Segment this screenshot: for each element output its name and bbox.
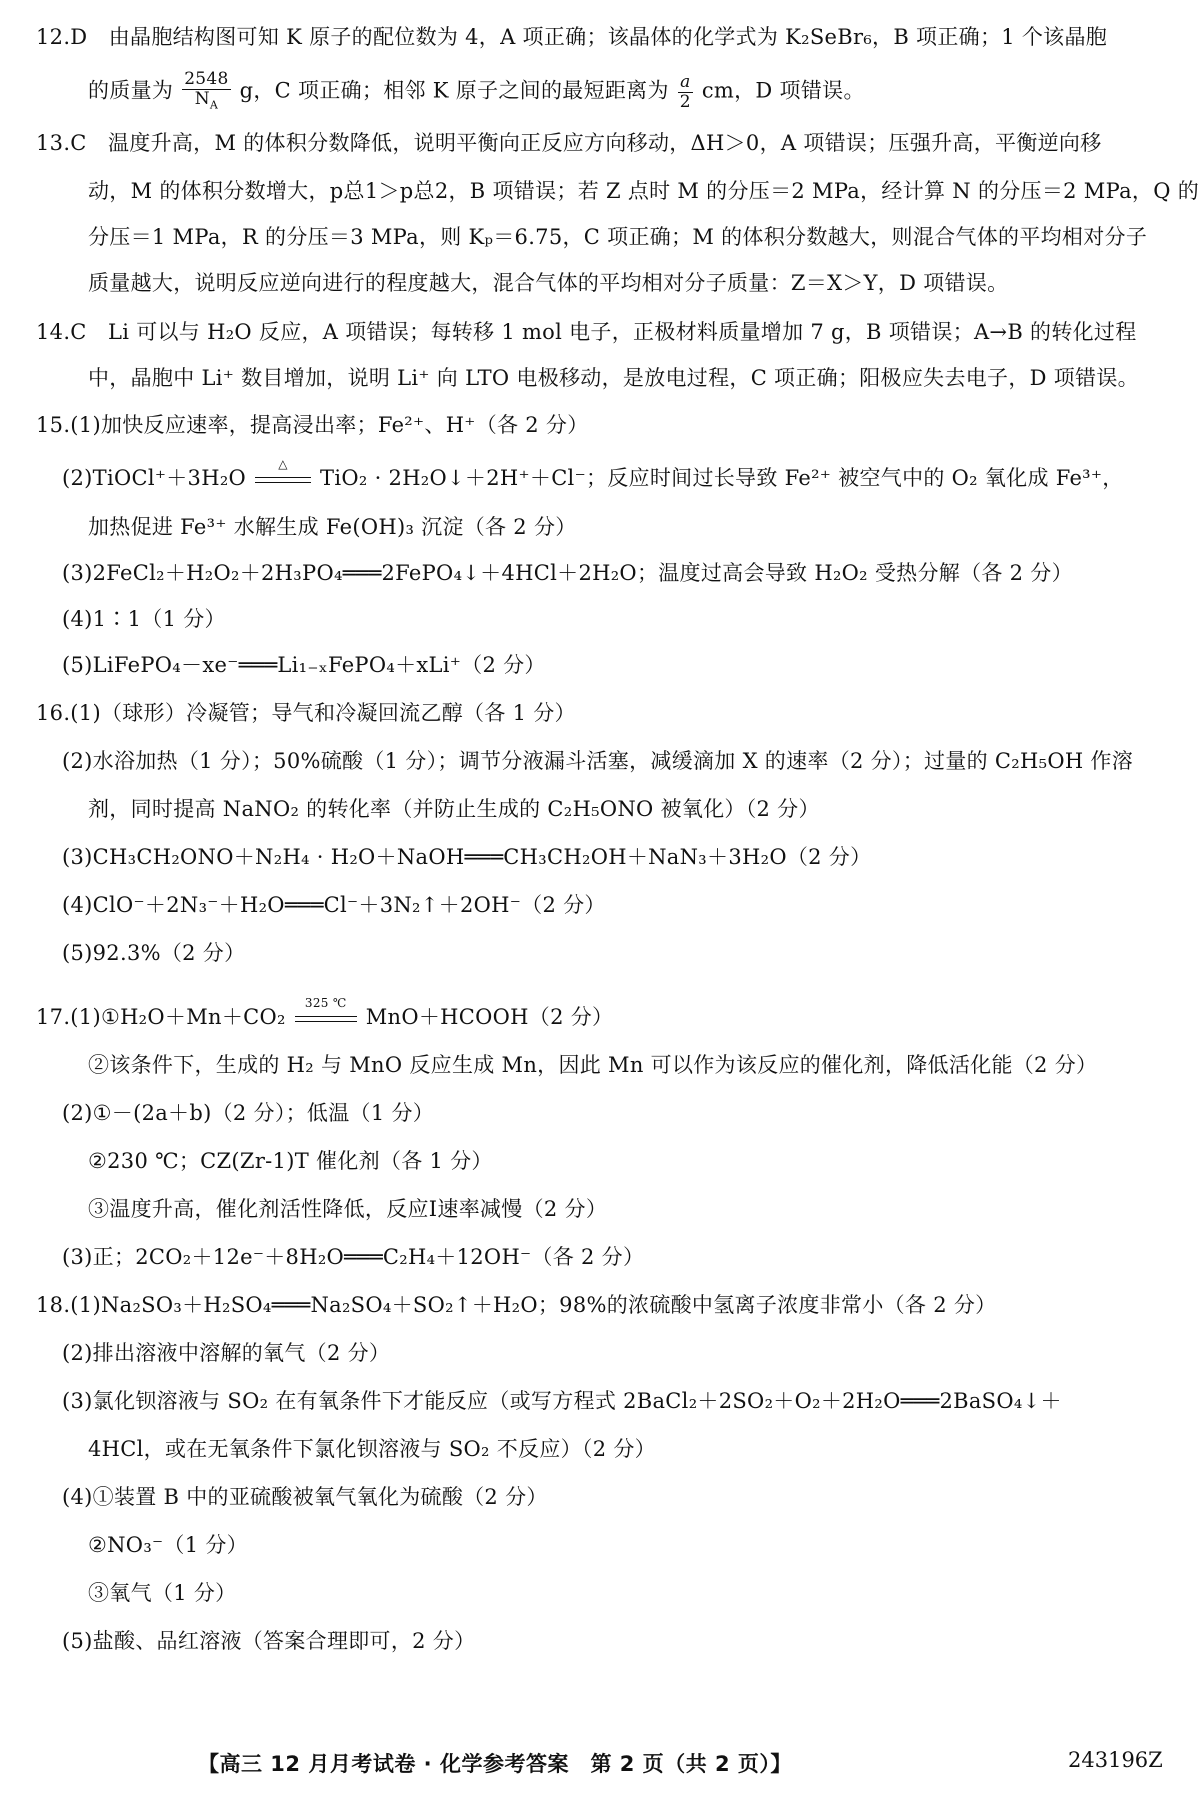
heating-equals-sign: [255, 456, 311, 487]
answer-16-1: 16.(1)（球形）冷凝管；导气和冷凝回流乙醇（各 1 分）: [36, 701, 576, 725]
answer-15-2-line-1: [62, 456, 1200, 493]
fraction-denominator: 2: [679, 91, 691, 112]
answer-15-5: (5)LiFePO₄－xe⁻═══Li₁₋ₓFePO₄＋xLi⁺（2 分）: [62, 653, 546, 677]
answer-15-4: (4)1∶1（1 分）: [62, 607, 226, 631]
text-segment: TiO₂ · 2H₂O↓＋2H⁺＋Cl⁻；反应时间过长导致 Fe²⁺ 被空气中的 O₂ 氧化成 Fe³⁺，: [320, 466, 1124, 490]
answer-18-2: (2)排出溶液中溶解的氧气（2 分）: [62, 1341, 391, 1365]
answer-16-3: (3)CH₃CH₂ONO＋N₂H₄ · H₂O＋NaOH═══CH₃CH₂OH＋NaN₃＋3H₂O（2 分）: [62, 845, 872, 869]
answer-16-2-line-2: 剂，同时提高 NaNO₂ 的转化率（并防止生成的 C₂H₅ONO 被氧化）（2 分）: [88, 797, 820, 821]
fraction-mass: [182, 70, 230, 114]
fraction-distance: [678, 73, 693, 112]
page-footer: [0, 1742, 1200, 1782]
answer-16-5: (5)92.3%（2 分）: [62, 941, 246, 965]
answer-16-2-line-1: (2)水浴加热（1 分）；50%硫酸（1 分）；调节分液漏斗活塞，减缓滴加 X 的速率（2 分）；过量的 C₂H₅OH 作溶: [62, 749, 1134, 773]
answer-18-1: 18.(1)Na₂SO₃＋H₂SO₄═══Na₂SO₄＋SO₂↑＋H₂O；98%的浓硫酸中氢离子浓度非常小（各 2 分）: [36, 1293, 997, 1317]
fraction-numerator: a: [678, 73, 693, 93]
answer-18-3-line-2: 4HCl，或在无氧条件下氯化钡溶液与 SO₂ 不反应）（2 分）: [88, 1437, 656, 1461]
footer-title: 【高三 12 月月考试卷 · 化学参考答案 第 2 页（共 2 页）】: [198, 1752, 792, 1776]
answer-13-line-2: 动，M 的体积分数增大，p总1＞p总2，B 项错误；若 Z 点时 M 的分压＝2 MPa，经计算 N 的分压＝2 MPa，Q 的: [88, 179, 1199, 203]
answer-17-2-1: (2)①－(2a＋b)（2 分）；低温（1 分）: [62, 1101, 435, 1125]
answer-15-3: (3)2FeCl₂＋H₂O₂＋2H₃PO₄═══2FePO₄↓＋4HCl＋2H₂O；温度过高会导致 H₂O₂ 受热分解（各 2 分）: [62, 561, 1073, 585]
answer-18-3-line-1: (3)氯化钡溶液与 SO₂ 在有氧条件下才能反应（或写方程式 2BaCl₂＋2SO₂＋O₂＋2H₂O═══2BaSO₄↓＋: [62, 1389, 1062, 1413]
answer-17-3: (3)正；2CO₂＋12e⁻＋8H₂O═══C₂H₄＋12OH⁻（各 2 分）: [62, 1245, 645, 1269]
answer-13-line-4: 质量越大，说明反应逆向进行的程度越大，混合气体的平均相对分子质量：Z＝X＞Y，D 项错误。: [88, 271, 1009, 295]
answer-16-4: (4)ClO⁻＋2N₃⁻＋H₂O═══Cl⁻＋3N₂↑＋2OH⁻（2 分）: [62, 893, 606, 917]
answer-13-line-1: 13.C 温度升高，M 的体积分数降低，说明平衡向正反应方向移动，ΔH＞0，A 项错误；压强升高，平衡逆向移: [36, 131, 1102, 155]
text-segment: g，C 项正确；相邻 K 原子之间的最短距离为: [239, 78, 669, 103]
fraction-denominator: $N_A$: [194, 89, 219, 112]
answer-18-4-3: ③氧气（1 分）: [88, 1581, 237, 1605]
text-segment: (2)TiOCl⁺＋3H₂O: [62, 466, 247, 490]
answer-18-4-1: (4)①装置 B 中的亚硫酸被氧气氧化为硫酸（2 分）: [62, 1485, 548, 1509]
answer-13-line-3: 分压＝1 MPa，R 的分压＝3 MPa，则 Kₚ＝6.75，C 项正确；M 的体积分数越大，则混合气体的平均相对分子: [88, 225, 1148, 249]
answer-17-2-2: ②230 ℃；CZ(Zr-1)T 催化剂（各 1 分）: [88, 1149, 493, 1173]
answer-12-line-2: [88, 70, 1200, 114]
answer-14-line-2: 中，晶胞中 Li⁺ 数目增加，说明 Li⁺ 向 LTO 电极移动，是放电过程，C 项正确；阳极应失去电子，D 项错误。: [88, 366, 1139, 390]
answer-14-line-1: 14.C Li 可以与 H₂O 反应，A 项错误；每转移 1 mol 电子，正极材料质量增加 7 g，B 项错误；A→B 的转化过程: [36, 320, 1137, 344]
answer-12-line-1: 12.D 由晶胞结构图可知 K 原子的配位数为 4，A 项正确；该晶体的化学式为 K₂SeBr₆，B 项正确；1 个该晶胞: [36, 25, 1108, 49]
answer-18-4-2: ②NO₃⁻（1 分）: [88, 1533, 248, 1557]
answer-15-2-line-2: 加热促进 Fe³⁺ 水解生成 Fe(OH)₃ 沉淀（各 2 分）: [88, 515, 577, 539]
temperature-condition: 325 ℃: [304, 995, 347, 1010]
heating-condition: △: [278, 456, 288, 471]
answer-17-1-2: ②该条件下，生成的 H₂ 与 MnO 反应生成 Mn，因此 Mn 可以作为该反应的催化剂，降低活化能（2 分）: [88, 1053, 1098, 1077]
text-segment: 的质量为: [88, 78, 174, 103]
document-code: 243196Z: [1068, 1748, 1163, 1772]
fraction-numerator: 2548: [184, 69, 229, 89]
text-segment: 17.(1)①H₂O＋Mn＋CO₂: [36, 1005, 286, 1029]
answer-18-5: (5)盐酸、品红溶液（答案合理即可，2 分）: [62, 1629, 476, 1653]
answer-15-1: 15.(1)加快反应速率，提高浸出率；Fe²⁺、H⁺（各 2 分）: [36, 413, 589, 437]
answer-17-2-3: ③温度升高，催化剂活性降低，反应Ⅰ速率减慢（2 分）: [88, 1197, 608, 1221]
text-segment: MnO＋HCOOH（2 分）: [365, 1005, 614, 1029]
condition-equals-sign: [295, 995, 357, 1026]
text-segment: cm，D 项错误。: [701, 78, 865, 103]
answer-17-1-1: [36, 995, 1200, 1032]
